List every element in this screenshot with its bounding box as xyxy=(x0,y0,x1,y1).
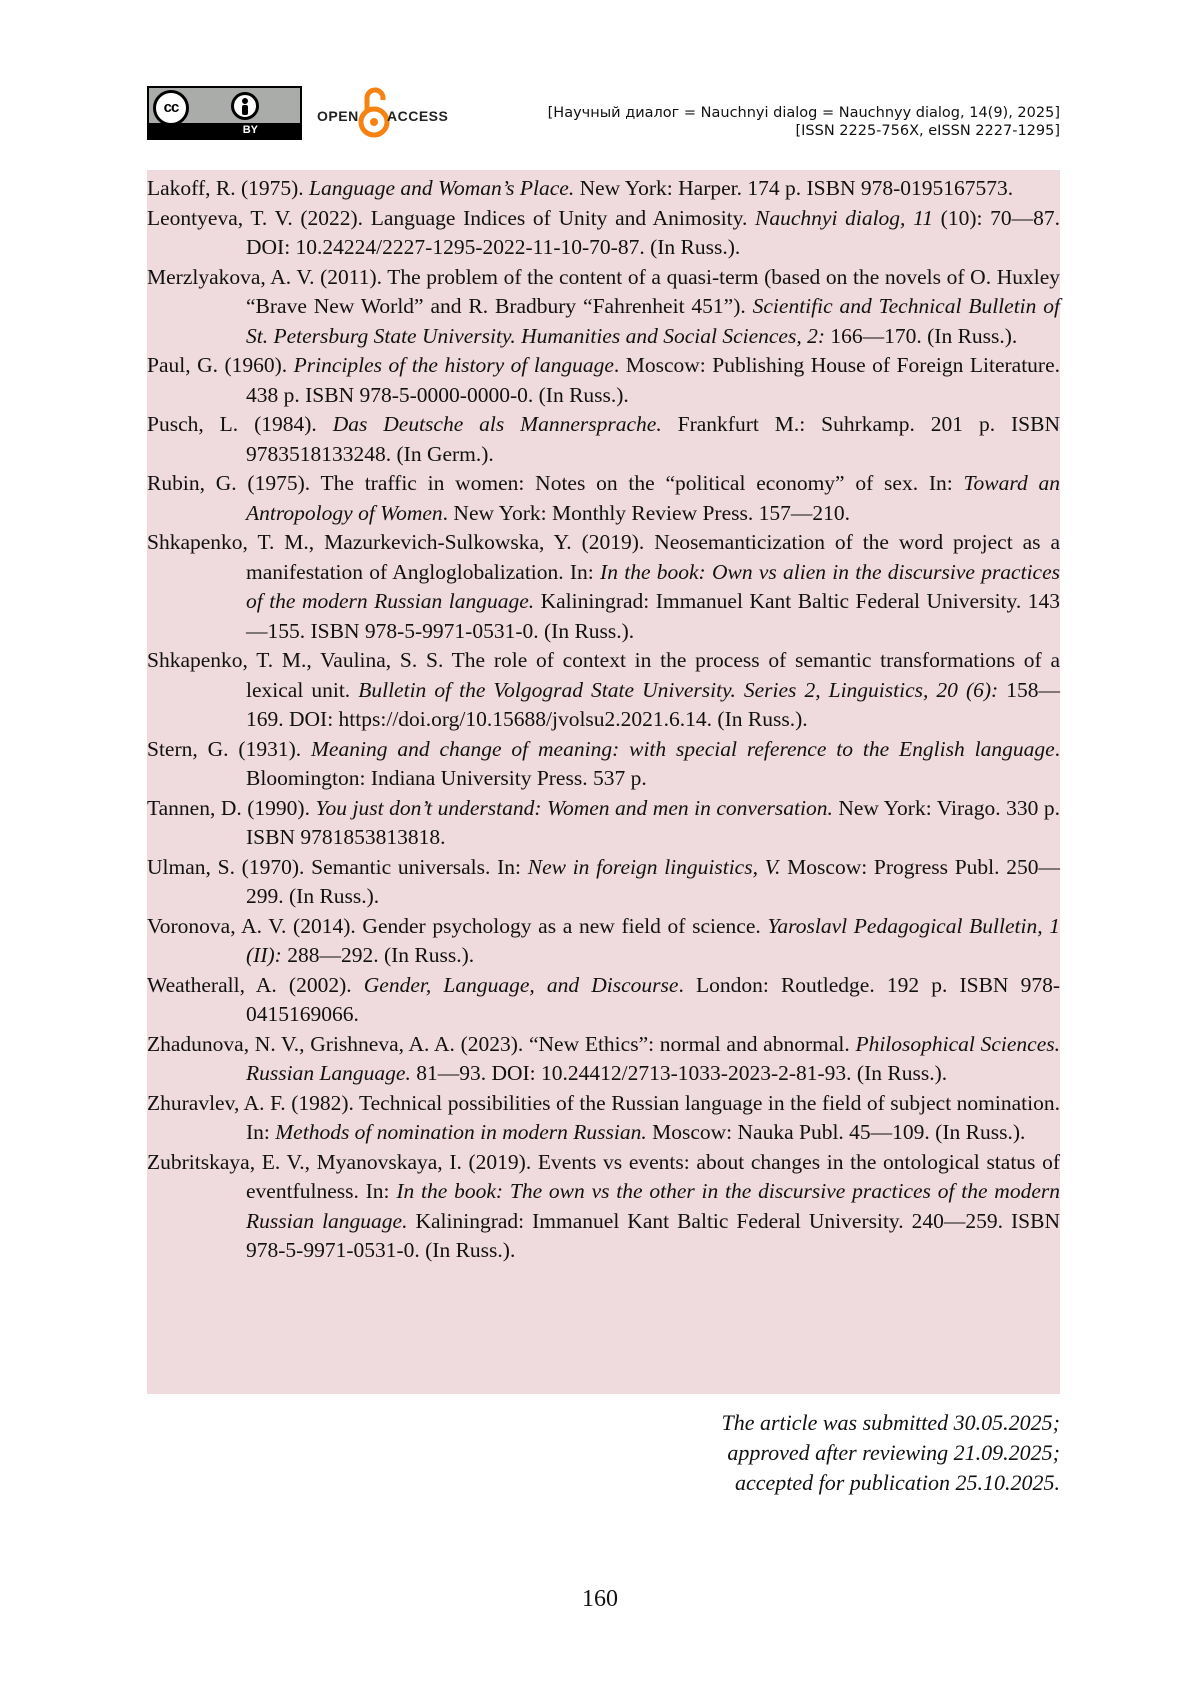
reference-text: Ulman, S. (1970). Semantic universals. In: xyxy=(147,854,528,879)
reference-details: New York: Harper. 174 p. ISBN 978-0195167573. xyxy=(574,176,1014,200)
approved-date: approved after reviewing 21.09.2025; xyxy=(727,1440,1060,1465)
reference-text: Leontyeva, T. V. (2022). Language Indices of Unity and Animosity. xyxy=(147,205,756,230)
cc-icon: cc xyxy=(153,90,189,126)
reference-source-title: Bulletin of the Volgograd State University. Series 2, Linguistics, 20 (6): xyxy=(358,677,999,702)
reference-text: Stern, G. (1931). xyxy=(147,736,312,761)
references-list xyxy=(147,170,1060,1394)
journal-issn-line: [ISSN 2225-756X, eISSN 2227-1295] xyxy=(795,123,1060,139)
reference-details: . New York: Monthly Review Press. 157—210. xyxy=(442,500,850,525)
reference-text: Pusch, L. (1984). xyxy=(147,412,333,436)
reference-item xyxy=(147,351,1060,410)
reference-item xyxy=(147,528,1060,646)
reference-item xyxy=(147,1030,1060,1089)
reference-item xyxy=(147,469,1060,528)
reference-details: 81—93. DOI: 10.24412/2713-1033-2023-2-81-93. (In Russ.). xyxy=(410,1061,948,1085)
reference-text: Shkapenko, T. M., Mazurkevich-Sulkowska, Y. (2019). Neosemanticization of the word project as a manifestation of Angloglobalization. In: xyxy=(147,530,1060,584)
reference-source-title: Philosophical Sciences. Russian Language. xyxy=(246,1031,1060,1085)
reference-text: Shkapenko, T. M., Vaulina, S. S. The role of context in the process of semantic transformations of a lexical unit. xyxy=(147,648,1060,702)
reference-text: Voronova, A. V. (2014). Gender psychology as a new field of science. xyxy=(147,913,768,938)
reference-item xyxy=(147,646,1060,735)
reference-details: . Bloomington: Indiana University Press. 537 p. xyxy=(246,736,1061,790)
reference-item xyxy=(147,735,1060,794)
accepted-date: accepted for publication 25.10.2025. xyxy=(734,1470,1060,1495)
reference-details: . Moscow: Publishing House of Foreign Literature. 438 p. ISBN 978-5-0000-0000-0. (In Russ.). xyxy=(246,353,1060,407)
reference-details: Moscow: Nauka Publ. 45—109. (In Russ.). xyxy=(646,1120,1026,1144)
page-header xyxy=(147,86,1060,144)
reference-item xyxy=(147,204,1060,263)
reference-source-title: Scientific and Technical Bulletin of St. Petersburg State University. Humanities and Social Sciences, 2: xyxy=(246,294,1060,348)
reference-item xyxy=(147,1148,1060,1266)
reference-details: . London: Routledge. 192 p. ISBN 978-0415169066. xyxy=(246,972,1060,1026)
reference-source-title: Meaning and change of meaning: with special reference to the English language xyxy=(311,736,1055,761)
reference-text: Merzlyakova, A. V. (2011). The problem of the content of a quasi-term (based on the novels of O. Huxley “Brave New World” and R. Bradbury “Fahrenheit 451”). xyxy=(147,264,1060,318)
reference-details: Kaliningrad: Immanuel Kant Baltic Federal University. 240—259. ISBN 978-5-9971-0531-0. (In Russ.). xyxy=(246,1208,1060,1262)
open-access-lock-icon xyxy=(357,86,391,138)
reference-source-title: Nauchnyi dialog, 11 xyxy=(755,205,933,230)
reference-text: Zhadunova, N. V., Grishneva, A. A. (2023). “New Ethics”: normal and abnormal. xyxy=(147,1031,856,1056)
reference-source-title: Language and Woman’s Place. xyxy=(309,176,575,200)
reference-source-title: Methods of nomination in modern Russian. xyxy=(275,1120,647,1144)
reference-details: 158—169. DOI: https://doi.org/10.15688/jvolsu2.2021.6.14. (In Russ.). xyxy=(246,677,1060,731)
reference-details: 166—170. (In Russ.). xyxy=(825,323,1018,348)
reference-text: Weatherall, A. (2002). xyxy=(147,972,364,997)
reference-source-title: Toward an Antropology of Women xyxy=(246,471,1060,525)
article-dates xyxy=(721,1408,1060,1498)
journal-title-line: [Научный диалог = Nauchnyi dialog = Nauchnyy dialog, 14(9), 2025] xyxy=(547,105,1060,121)
cc-by-license-badge[interactable] xyxy=(147,86,302,140)
reference-source-title: Gender, Language, and Discourse xyxy=(363,972,679,997)
reference-text: Zhuravlev, A. F. (1982). Technical possibilities of the Russian language in the field of subject nomination. In: xyxy=(147,1090,1060,1144)
reference-item xyxy=(147,853,1060,912)
reference-details: 288—292. (In Russ.). xyxy=(281,943,475,967)
reference-source-title: Yaroslavl Pedagogical Bulletin, 1 (II): xyxy=(246,913,1060,967)
reference-item xyxy=(147,410,1060,469)
reference-details: Kaliningrad: Immanuel Kant Baltic Federal University. 143—155. ISBN 978-5-9971-0531-0. (In Russ.). xyxy=(246,589,1060,643)
reference-item xyxy=(147,1089,1060,1148)
reference-details: Frankfurt M.: Suhrkamp. 201 p. ISBN 9783518133248. (In Germ.). xyxy=(246,412,1060,466)
submitted-date: The article was submitted 30.05.2025; xyxy=(721,1410,1060,1435)
open-access-access-text: ACCESS xyxy=(387,108,449,124)
reference-source-title: You just don’t understand: Women and men in conversation. xyxy=(315,795,833,820)
reference-text: Lakoff, R. (1975). xyxy=(147,176,310,200)
reference-text: Rubin, G. (1975). The traffic in women: Notes on the “political economy” of sex. In: xyxy=(147,471,964,495)
reference-item xyxy=(147,794,1060,853)
page-number: 160 xyxy=(582,1586,618,1612)
reference-details: Moscow: Progress Publ. 250—299. (In Russ.). xyxy=(246,854,1060,908)
journal-citation xyxy=(548,104,1060,140)
reference-source-title: Principles of the history of language xyxy=(293,353,614,377)
reference-source-title: Das Deutsche als Mannersprache. xyxy=(332,412,662,436)
reference-item xyxy=(147,263,1060,352)
license-by-label: BY xyxy=(242,124,258,136)
reference-source-title: In the book: The own vs the other in the discursive practices of the modern Russian language. xyxy=(246,1179,1060,1233)
reference-item xyxy=(147,971,1060,1030)
open-access-open-text: OPEN xyxy=(317,108,359,124)
reference-source-title: In the book: Own vs alien in the discursive practices of the modern Russian language. xyxy=(246,559,1061,613)
reference-details: (10): 70—87. DOI: 10.24224/2227-1295-2022-11-10-70-87. (In Russ.). xyxy=(246,205,1060,259)
reference-item xyxy=(147,174,1060,204)
attribution-person-icon xyxy=(231,92,259,120)
reference-text: Zubritskaya, E. V., Myanovskaya, I. (2019). Events vs events: about changes in the ontological status of eventfulness. In: xyxy=(147,1149,1060,1203)
reference-source-title: New in foreign linguistics, V. xyxy=(527,854,781,879)
reference-text: Paul, G. (1960). xyxy=(147,353,294,377)
reference-item xyxy=(147,912,1060,971)
reference-text: Tannen, D. (1990). xyxy=(147,795,316,820)
reference-details: New York: Virago. 330 p. ISBN 9781853813818. xyxy=(246,795,1060,849)
